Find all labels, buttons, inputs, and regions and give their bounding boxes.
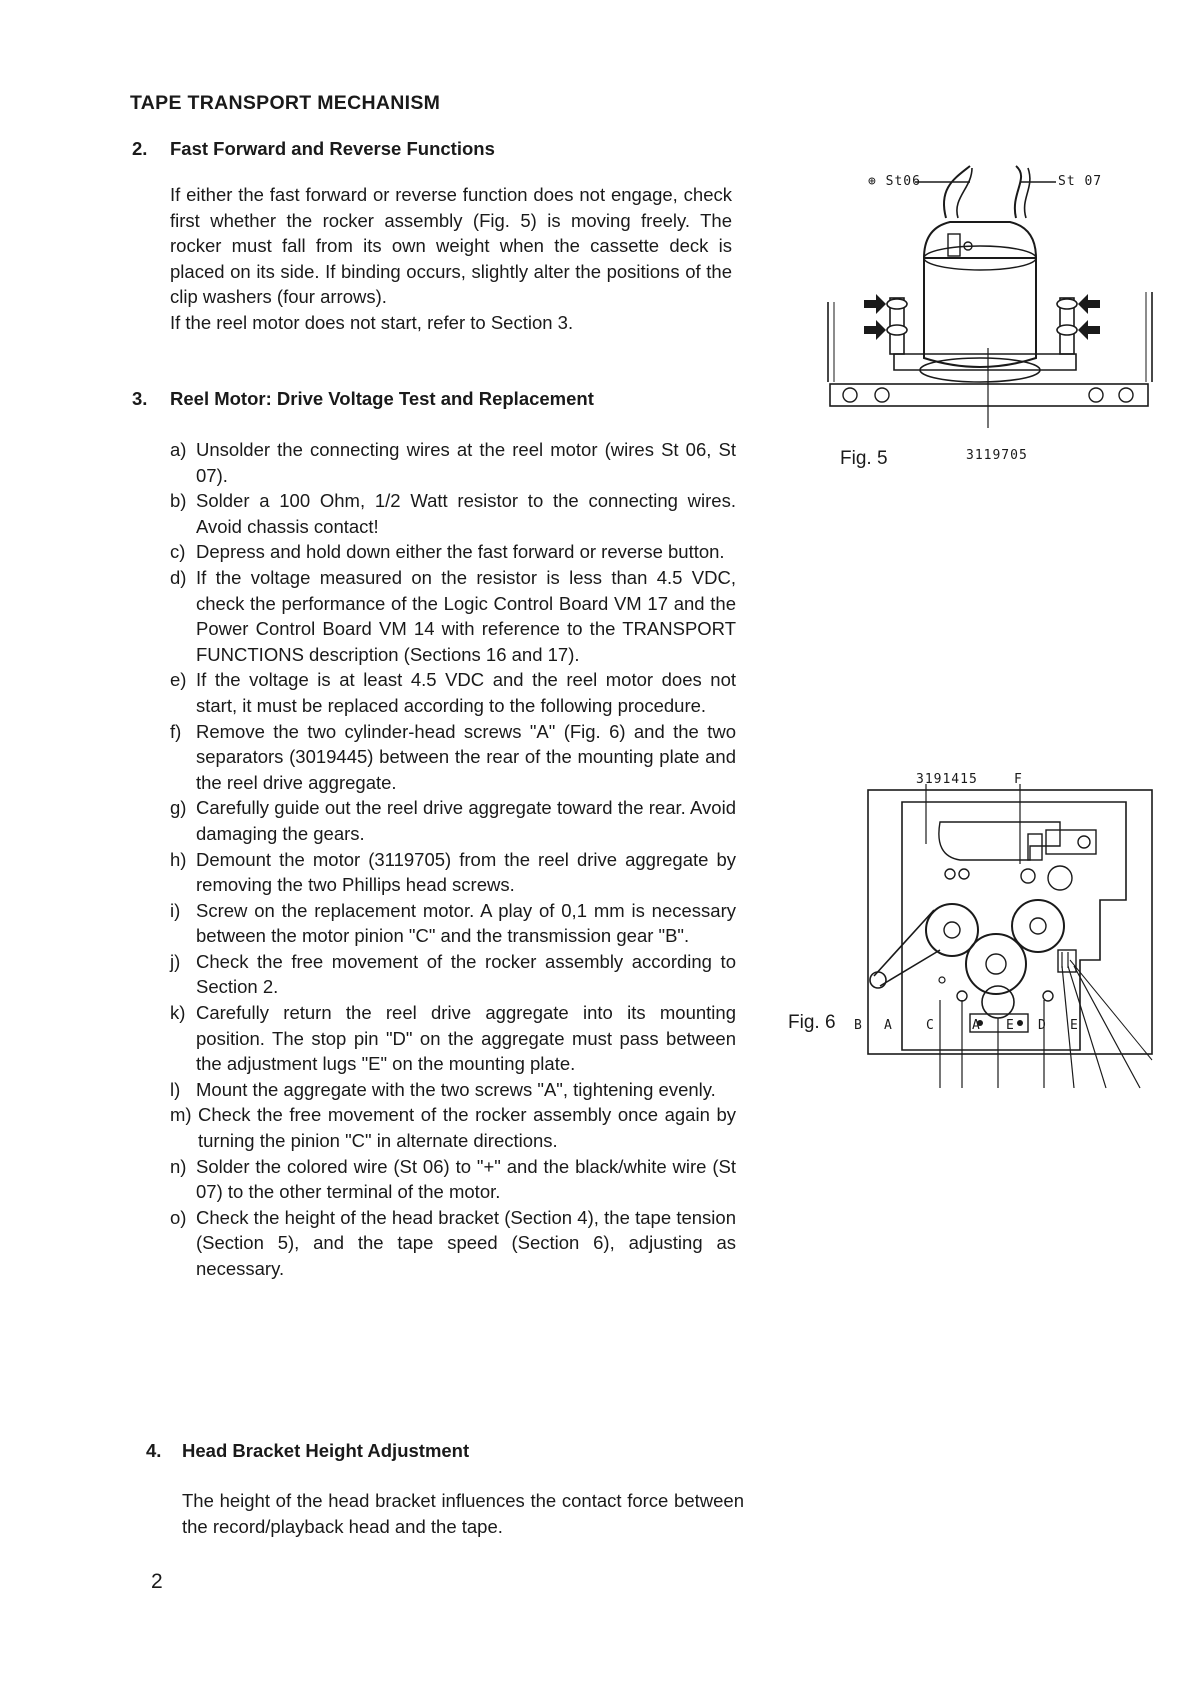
figure-5-drawing [820,158,1160,428]
step-text: Depress and hold down either the fast forward or reverse button. [196,541,725,563]
step-text: Solder a 100 Ohm, 1/2 Watt resistor to the connecting wires. Avoid chassis contact! [196,490,736,537]
figure-6 [788,760,1170,1120]
step-letter: j) [170,950,181,972]
step-text: Mount the aggregate with the two screws "A", tightening evenly. [196,1078,716,1100]
figure-5-caption: Fig. 5 [840,448,888,469]
step-text: Remove the two cylinder-head screws "A" (Fig. 6) and the two separators (3019445) between the rear of the mounting plate and the reel drive aggregate. [196,720,736,793]
figure-6-drawing [830,760,1170,1100]
step-item [170,1154,736,1205]
step-letter: i) [170,899,181,921]
step-text: Demount the motor (3119705) from the reel drive aggregate by removing the two Phillips head screws. [196,848,736,896]
section-3-number: 3. [132,388,148,409]
figure-6-label-d: D [1038,1018,1047,1033]
step-item [170,847,736,898]
step-text: Check the free movement of the rocker assembly according to Section 2. [196,950,736,998]
step-item [170,719,736,796]
page-heading: TAPE TRANSPORT MECHANISM [130,92,441,114]
step-letter: c) [170,541,186,563]
figure-6-label-c: C [926,1018,935,1033]
step-letter: h) [170,848,187,870]
step-letter: f) [170,720,182,742]
section-3-title-text: Reel Motor: Drive Voltage Test and Replacement [170,388,594,409]
step-item [170,488,736,539]
section-2-title-text: Fast Forward and Reverse Functions [170,138,495,159]
section-4-paragraph: The height of the head bracket influences the contact force between the record/playback head and the tape. [182,1490,744,1537]
step-text: Solder the colored wire (St 06) to "+" and the black/white wire (St 07) to the other terminal of the motor. [196,1155,736,1203]
figure-5 [820,158,1160,478]
figure-6-label-e: E [1006,1018,1015,1033]
figure-6-top-label: F [1014,772,1023,787]
figure-6-caption: Fig. 6 [788,1012,836,1033]
step-item [170,898,736,949]
step-letter: k) [170,1002,186,1024]
section-3-steps [170,437,736,1282]
step-item [170,1077,736,1103]
step-item [170,1102,736,1153]
step-item [170,1000,736,1077]
step-letter: d) [170,566,187,588]
figure-6-part-number: 3191415 [916,772,978,787]
step-item [170,539,736,565]
page-number: 2 [151,1570,163,1593]
section-4-title [146,1440,469,1462]
section-2-paragraph-2: If the reel motor does not start, refer to Section 3. [170,311,574,333]
step-letter: n) [170,1155,187,1177]
section-2-number: 2. [132,138,148,159]
step-text: Unsolder the connecting wires at the reel motor (wires St 06, St 07). [196,439,736,486]
figure-5-wire-left-label: ⊕ St06 [868,174,921,189]
step-letter: a) [170,439,187,460]
section-4-title-text: Head Bracket Height Adjustment [182,1440,470,1461]
figure-6-label-e-right: E [1070,1018,1079,1033]
step-item [170,565,736,667]
step-letter: o) [170,1206,187,1228]
step-item [170,795,736,846]
section-4-number: 4. [146,1440,162,1461]
step-item [170,949,736,1000]
step-letter: m) [170,1104,192,1126]
step-letter: l) [170,1078,181,1100]
step-text: Screw on the replacement motor. A play of 0,1 mm is necessary between the motor pinion "C" and the transmission gear "B". [196,899,736,947]
section-3-title [132,388,594,410]
step-item [170,1205,736,1282]
step-text: Carefully return the reel drive aggregate into its mounting position. The stop pin "D" on the aggregate must pass between the adjustment lugs "E" on the mounting plate. [196,1002,736,1075]
step-letter: b) [170,490,187,512]
figure-6-label-b: B [854,1018,863,1033]
figure-5-wire-right-label: St 07 [1058,174,1103,189]
section-2-body [170,182,732,336]
section-4-body [182,1488,744,1539]
step-text: Check the free movement of the rocker assembly once again by turning the pinion "C" in alternate directions. [198,1104,736,1152]
step-text: If the voltage measured on the resistor is less than 4.5 VDC, check the performance of the Logic Control Board VM 17 and the Power Control Board VM 14 with reference to the TRANSPORT FUNCTIONS description (Sections 16 and 17). [196,566,736,665]
figure-6-label-a-right: A [972,1018,981,1033]
plus-terminal-icon: ⊕ [868,174,877,189]
figure-6-label-a: A [884,1018,893,1033]
step-letter: e) [170,669,187,691]
step-item [170,667,736,718]
step-letter: g) [170,797,187,819]
step-item [170,437,736,488]
step-text: Carefully guide out the reel drive aggregate toward the rear. Avoid damaging the gears. [196,797,736,844]
step-text: Check the height of the head bracket (Section 4), the tape tension (Section 5), and the tape speed (Section 6), adjusting as necessary. [196,1206,736,1279]
section-2-title [132,138,495,160]
figure-5-part-number: 3119705 [966,448,1028,463]
section-2-paragraph-1: If either the fast forward or reverse function does not engage, check first whether the rocker assembly (Fig. 5) is moving freely. The rocker must fall from its own weight when the cassette deck is placed on its side. If binding occurs, slightly alter the positions of the clip washers (four arrows). [170,184,732,308]
step-text: If the voltage is at least 4.5 VDC and the reel motor does not start, it must be replaced according to the following procedure. [196,669,736,716]
